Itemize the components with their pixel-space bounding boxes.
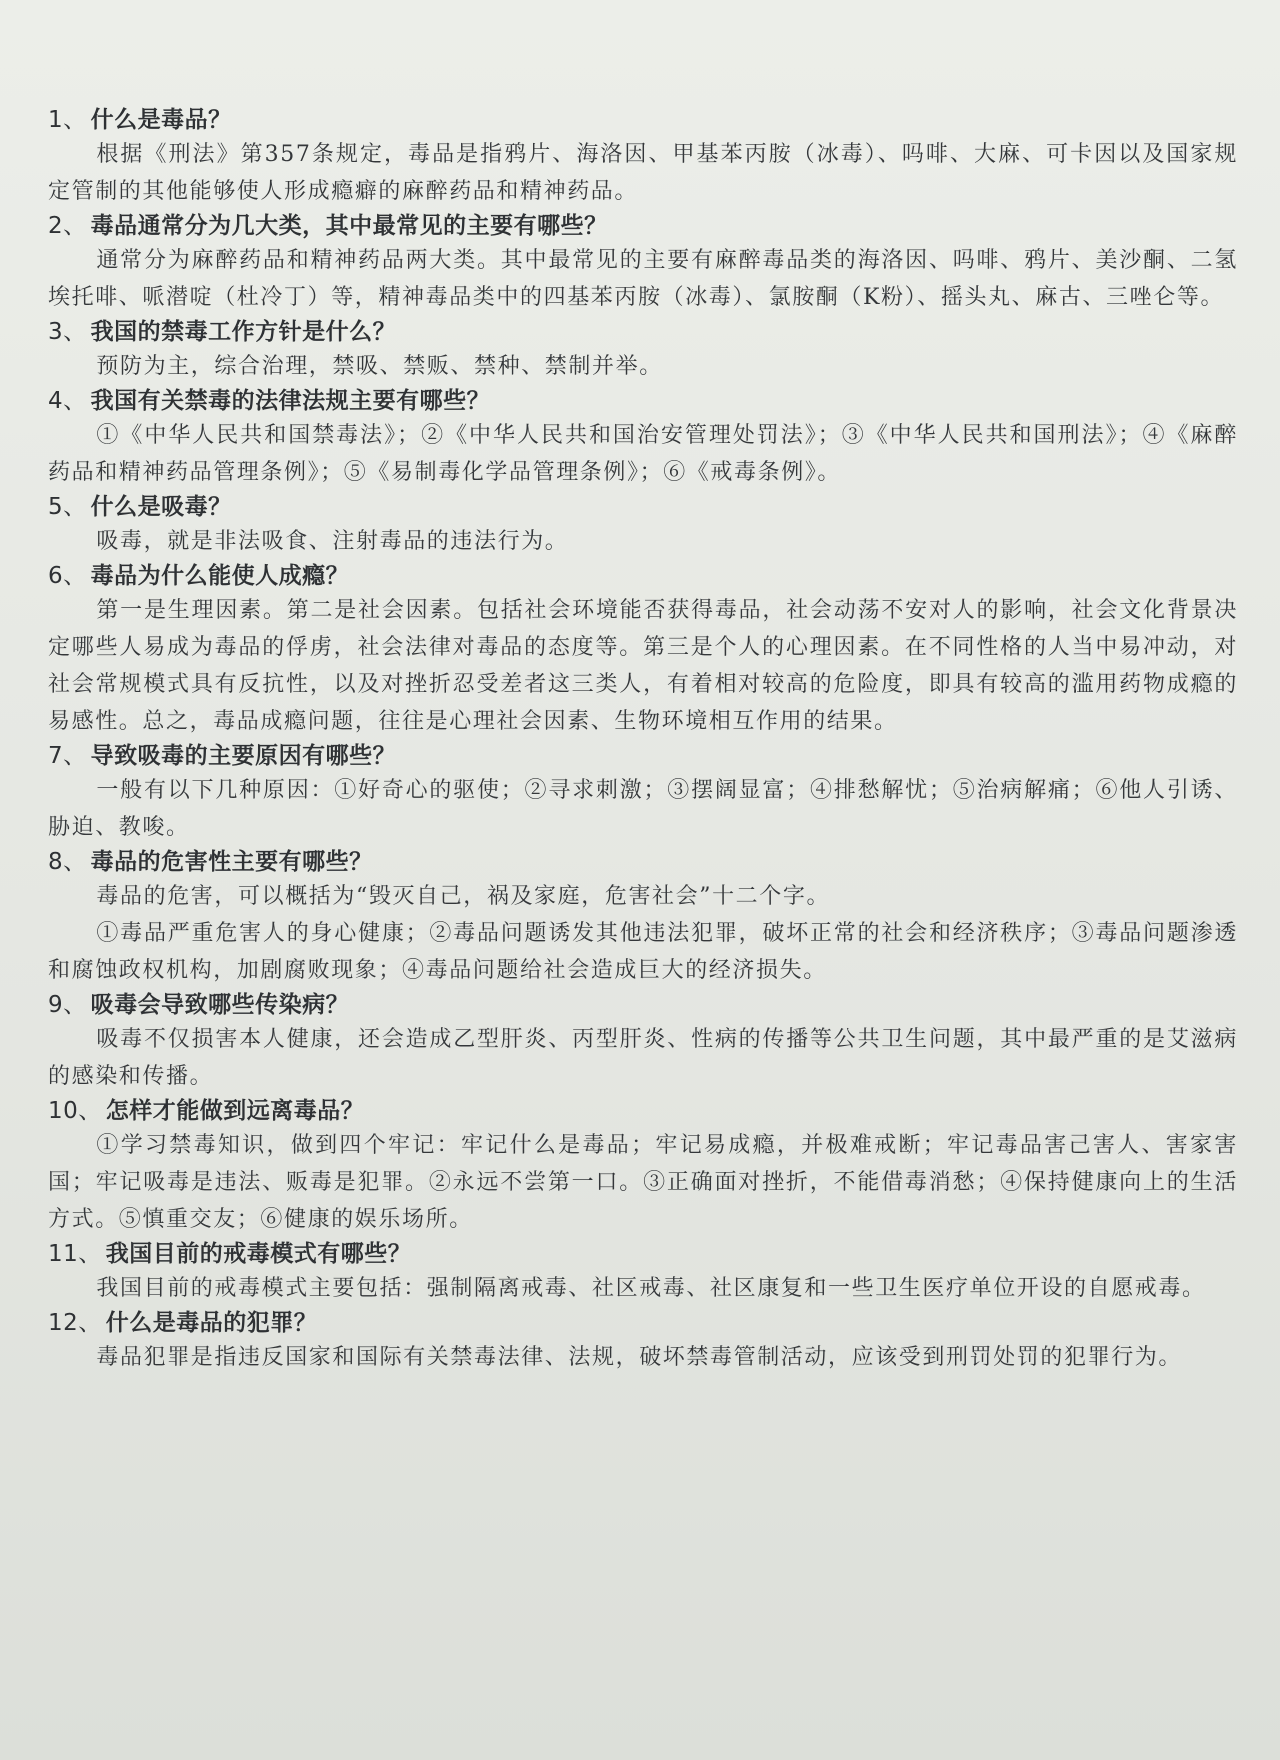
question-heading: [48, 491, 1238, 523]
question-text: 吸毒会导致哪些传染病？: [90, 992, 350, 1018]
qa-section-2: [48, 210, 1238, 316]
answer-paragraph: 一般有以下几种原因：①好奇心的驱使；②寻求刺激；③摆阔显富；④排愁解忧；⑤治病解痛；⑥他人引诱、胁迫、教唆。: [48, 778, 1238, 840]
qa-section-9: [48, 989, 1238, 1095]
question-number: 8、: [48, 849, 87, 875]
question-number: 12、: [48, 1310, 102, 1336]
question-heading: [48, 385, 1238, 417]
question-heading: [48, 1238, 1238, 1270]
question-text: 我国有关禁毒的法律法规主要有哪些？: [90, 388, 491, 414]
question-number: 9、: [48, 992, 87, 1018]
question-number: 1、: [48, 107, 87, 133]
question-heading: [48, 989, 1238, 1021]
question-heading: [48, 560, 1238, 592]
qa-section-3: [48, 316, 1238, 385]
question-number: 11、: [48, 1241, 102, 1267]
answer-paragraph: 吸毒不仅损害本人健康，还会造成乙型肝炎、丙型肝炎、性病的传播等公共卫生问题，其中最严重的是艾滋病的感染和传播。: [48, 1027, 1238, 1089]
question-heading: [48, 104, 1238, 136]
question-number: 6、: [48, 563, 87, 589]
qa-section-11: [48, 1238, 1238, 1307]
qa-section-7: [48, 740, 1238, 846]
answer-paragraph: 我国目前的戒毒模式主要包括：强制隔离戒毒、社区戒毒、社区康复和一些卫生医疗单位开设的自愿戒毒。: [96, 1276, 1206, 1301]
question-text: 我国目前的戒毒模式有哪些？: [105, 1241, 412, 1267]
question-number: 3、: [48, 319, 87, 345]
answer-paragraph: 根据《刑法》第357条规定，毒品是指鸦片、海洛因、甲基苯丙胺（冰毒）、吗啡、大麻、可卡因以及国家规定管制的其他能够使人形成瘾癖的麻醉药品和精神药品。: [48, 142, 1238, 204]
qa-section-6: [48, 560, 1238, 740]
answer-paragraph: 吸毒，就是非法吸食、注射毒品的违法行为。: [96, 529, 569, 554]
answer-paragraph: 第一是生理因素。第二是社会因素。包括社会环境能否获得毒品，社会动荡不安对人的影响，社会文化背景决定哪些人易成为毒品的俘虏，社会法律对毒品的态度等。第三是个人的心理因素。在不同性格的人当中易冲动，对社会常规模式具有反抗性，以及对挫折忍受差者这三类人，有着相对较高的危险度，即具有较高的滥用药物成瘾的易感性。总之，毒品成瘾问题，往往是心理社会因素、生物环境相互作用的结果。: [48, 598, 1238, 734]
qa-section-12: [48, 1307, 1238, 1376]
question-text: 毒品通常分为几大类，其中最常见的主要有哪些？: [90, 213, 608, 239]
question-text: 什么是毒品的犯罪？: [105, 1310, 318, 1336]
question-number: 2、: [48, 213, 87, 239]
qa-section-8: [48, 846, 1238, 989]
question-text: 导致吸毒的主要原因有哪些？: [90, 743, 397, 769]
question-number: 4、: [48, 388, 87, 414]
qa-section-10: [48, 1095, 1238, 1238]
answer-paragraph: ①《中华人民共和国禁毒法》；②《中华人民共和国治安管理处罚法》；③《中华人民共和国刑法》；④《麻醉药品和精神药品管理条例》；⑤《易制毒化学品管理条例》；⑥《戒毒条例》。: [48, 423, 1238, 485]
question-text: 毒品为什么能使人成瘾？: [90, 563, 350, 589]
answer-paragraph: 毒品的危害，可以概括为“毁灭自己，祸及家庭，危害社会”十二个字。: [96, 884, 831, 909]
question-heading: [48, 1307, 1238, 1339]
answer-paragraph: ①学习禁毒知识，做到四个牢记：牢记什么是毒品；牢记易成瘾，并极难戒断；牢记毒品害己害人、害家害国；牢记吸毒是违法、贩毒是犯罪。②永远不尝第一口。③正确面对挫折，不能借毒消愁；④保持健康向上的生活方式。⑤慎重交友；⑥健康的娱乐场所。: [48, 1133, 1238, 1232]
answer-paragraph: 通常分为麻醉药品和精神药品两大类。其中最常见的主要有麻醉毒品类的海洛因、吗啡、鸦片、美沙酮、二氢埃托啡、哌潜啶（杜冷丁）等，精神毒品类中的四基苯丙胺（冰毒）、氯胺酮（K粉）、摇头丸、麻古、三唑仑等。: [48, 248, 1238, 310]
answer-paragraph: 预防为主，综合治理，禁吸、禁贩、禁种、禁制并举。: [96, 354, 663, 379]
question-number: 7、: [48, 743, 87, 769]
question-number: 10、: [48, 1098, 102, 1124]
answer-paragraph: 毒品犯罪是指违反国家和国际有关禁毒法律、法规，破坏禁毒管制活动，应该受到刑罚处罚的犯罪行为。: [96, 1345, 1182, 1370]
question-text: 怎样才能做到远离毒品？: [105, 1098, 365, 1124]
question-heading: [48, 740, 1238, 772]
question-text: 什么是吸毒？: [90, 494, 232, 520]
question-heading: [48, 210, 1238, 242]
qa-section-1: [48, 104, 1238, 210]
question-number: 5、: [48, 494, 87, 520]
qa-section-5: [48, 491, 1238, 560]
question-text: 什么是毒品？: [90, 107, 232, 133]
question-text: 我国的禁毒工作方针是什么？: [90, 319, 397, 345]
qa-section-4: [48, 385, 1238, 491]
question-heading: [48, 846, 1238, 878]
question-text: 毒品的危害性主要有哪些？: [90, 849, 373, 875]
question-heading: [48, 316, 1238, 348]
question-heading: [48, 1095, 1238, 1127]
answer-paragraph: ①毒品严重危害人的身心健康；②毒品问题诱发其他违法犯罪，破坏正常的社会和经济秩序；③毒品问题渗透和腐蚀政权机构，加剧腐败现象；④毒品问题给社会造成巨大的经济损失。: [48, 921, 1238, 983]
document-page: [48, 104, 1238, 1376]
